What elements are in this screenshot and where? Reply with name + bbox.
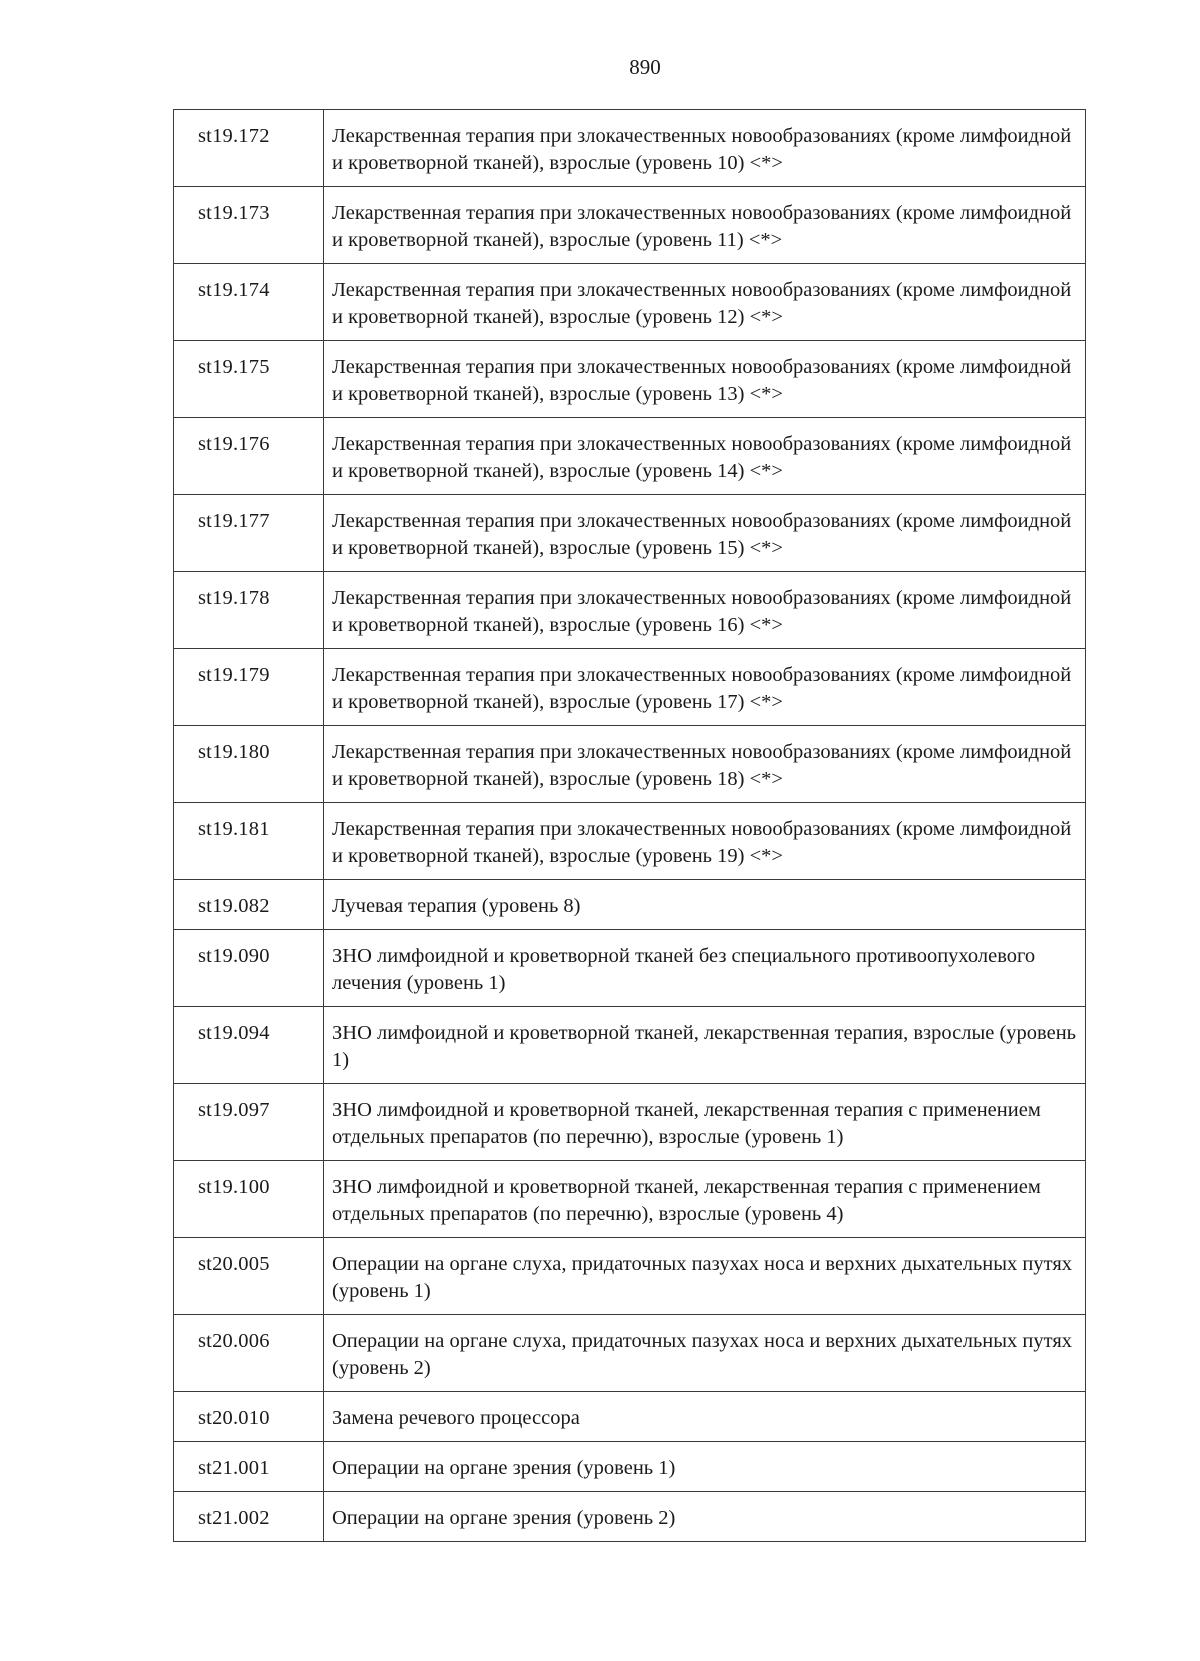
table-row <box>174 187 1086 264</box>
row-code: st19.181 <box>174 803 324 880</box>
row-code: st20.005 <box>174 1238 324 1315</box>
row-title: Лекарственная терапия при злокачественных новообразованиях (кроме лимфоидной и кроветворной тканей), взрослые (уровень 16) <*> <box>324 572 1086 649</box>
row-code: st21.002 <box>174 1492 324 1542</box>
page-number: 890 <box>629 55 661 79</box>
table-row <box>174 572 1086 649</box>
row-title: Лекарственная терапия при злокачественных новообразованиях (кроме лимфоидной и кроветворной тканей), взрослые (уровень 12) <*> <box>324 264 1086 341</box>
row-code: st19.082 <box>174 880 324 930</box>
row-code: st20.010 <box>174 1392 324 1442</box>
row-code: st20.006 <box>174 1315 324 1392</box>
table-row <box>174 880 1086 930</box>
table-row <box>174 1442 1086 1492</box>
row-title: Лекарственная терапия при злокачественных новообразованиях (кроме лимфоидной и кроветворной тканей), взрослые (уровень 19) <*> <box>324 803 1086 880</box>
row-title: Лекарственная терапия при злокачественных новообразованиях (кроме лимфоидной и кроветворной тканей), взрослые (уровень 18) <*> <box>324 726 1086 803</box>
table-body <box>174 110 1086 1542</box>
row-title: Операции на органе слуха, придаточных пазухах носа и верхних дыхательных путях (уровень 2) <box>324 1315 1086 1392</box>
row-title: Лекарственная терапия при злокачественных новообразованиях (кроме лимфоидной и кроветворной тканей), взрослые (уровень 13) <*> <box>324 341 1086 418</box>
row-code: st21.001 <box>174 1442 324 1492</box>
row-code: st19.174 <box>174 264 324 341</box>
row-code: st19.177 <box>174 495 324 572</box>
row-code: st19.175 <box>174 341 324 418</box>
table-row <box>174 110 1086 187</box>
row-title: Лекарственная терапия при злокачественных новообразованиях (кроме лимфоидной и кроветворной тканей), взрослые (уровень 17) <*> <box>324 649 1086 726</box>
table-row <box>174 649 1086 726</box>
row-code: st19.173 <box>174 187 324 264</box>
row-title: Лучевая терапия (уровень 8) <box>324 880 1086 930</box>
table-row <box>174 418 1086 495</box>
row-code: st19.179 <box>174 649 324 726</box>
table-row <box>174 1007 1086 1084</box>
table-row <box>174 1161 1086 1238</box>
table-row <box>174 726 1086 803</box>
row-title: Лекарственная терапия при злокачественных новообразованиях (кроме лимфоидной и кроветворной тканей), взрослые (уровень 14) <*> <box>324 418 1086 495</box>
row-title: ЗНО лимфоидной и кроветворной тканей без специального противоопухолевого лечения (уровень 1) <box>324 930 1086 1007</box>
table-row <box>174 264 1086 341</box>
code-table <box>173 109 1086 1542</box>
table-row <box>174 1315 1086 1392</box>
row-title: Лекарственная терапия при злокачественных новообразованиях (кроме лимфоидной и кроветворной тканей), взрослые (уровень 11) <*> <box>324 187 1086 264</box>
table-row <box>174 495 1086 572</box>
row-code: st19.097 <box>174 1084 324 1161</box>
table-row <box>174 930 1086 1007</box>
row-title: ЗНО лимфоидной и кроветворной тканей, лекарственная терапия с применением отдельных препаратов (по перечню), взрослые (уровень 4) <box>324 1161 1086 1238</box>
row-title: Лекарственная терапия при злокачественных новообразованиях (кроме лимфоидной и кроветворной тканей), взрослые (уровень 15) <*> <box>324 495 1086 572</box>
row-title: Лекарственная терапия при злокачественных новообразованиях (кроме лимфоидной и кроветворной тканей), взрослые (уровень 10) <*> <box>324 110 1086 187</box>
row-title: ЗНО лимфоидной и кроветворной тканей, лекарственная терапия, взрослые (уровень 1) <box>324 1007 1086 1084</box>
row-title: ЗНО лимфоидной и кроветворной тканей, лекарственная терапия с применением отдельных препаратов (по перечню), взрослые (уровень 1) <box>324 1084 1086 1161</box>
table-row <box>174 803 1086 880</box>
row-code: st19.178 <box>174 572 324 649</box>
row-code: st19.100 <box>174 1161 324 1238</box>
row-title: Замена речевого процессора <box>324 1392 1086 1442</box>
row-title: Операции на органе слуха, придаточных пазухах носа и верхних дыхательных путях (уровень 1) <box>324 1238 1086 1315</box>
row-title: Операции на органе зрения (уровень 2) <box>324 1492 1086 1542</box>
table-row <box>174 1392 1086 1442</box>
table-row <box>174 1492 1086 1542</box>
table-row <box>174 1238 1086 1315</box>
table-row <box>174 341 1086 418</box>
row-title: Операции на органе зрения (уровень 1) <box>324 1442 1086 1492</box>
table-row <box>174 1084 1086 1161</box>
row-code: st19.172 <box>174 110 324 187</box>
row-code: st19.176 <box>174 418 324 495</box>
row-code: st19.180 <box>174 726 324 803</box>
row-code: st19.094 <box>174 1007 324 1084</box>
row-code: st19.090 <box>174 930 324 1007</box>
